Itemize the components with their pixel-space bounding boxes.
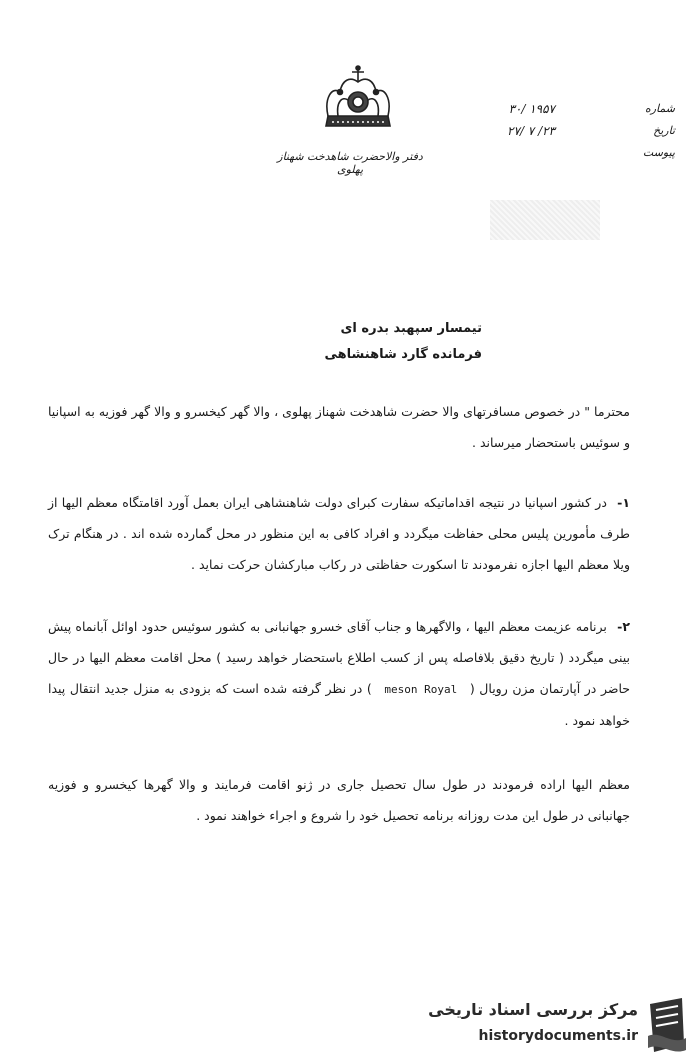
number-value: ۱۹۵۷ /۳۰ — [508, 102, 555, 116]
watermark-url[interactable]: historydocuments.ir — [478, 1028, 638, 1044]
date-value: ۲۳/ ۷ /۲۷ — [507, 124, 555, 138]
faded-stamp — [490, 200, 600, 240]
item-1-text: در کشور اسپانیا در نتیجه اقداماتیکه سفارت کبرای دولت شاهنشاهی ایران بعمل آورد اقامتگاه معظم الیها از طرف مأمورین پلیس محلی حفاظت میگردد و افراد کافی به این منظور در محل گمارده شده اند . در هنگام ترک ویلا معظم الیها اجازه نفرمودند تا اسکورت حفاظتی در رکاب مبارکشان حرکت نماید . — [48, 495, 630, 572]
watermark — [404, 996, 690, 1056]
crown-emblem-icon — [318, 62, 398, 142]
addressee-name: تیمسار سپهبد بدره ای — [340, 321, 482, 336]
scroll-logo-icon — [644, 996, 690, 1056]
item-2-latin-name: meson Royal — [384, 683, 458, 696]
item-2-text-b: ) در نظر گرفته شده است که بزودی به منزل جدید انتقال پیدا خواهد نمود . — [48, 681, 630, 728]
item-1-paragraph — [48, 487, 630, 580]
addressee-title: فرمانده گارد شاهنشاهی — [324, 347, 482, 362]
meta-values — [505, 98, 555, 142]
attachment-label: پیوست — [642, 146, 675, 159]
addressee — [324, 316, 482, 368]
item-2-text-a: برنامه عزیمت معظم الیها ، والاگهرها و جناب آقای خسرو جهانبانی به کشور سوئیس حدود اوائل آبانماه پیش بینی میگردد ( تاریخ دقیق بلافاصله پس از کسب اطلاع باستحضار خواهد رسید ) محل اقامت معظم الیها در حال حاضر در آپارتمان مزن رویال ( — [48, 619, 630, 696]
closing-paragraph: معظم الیها اراده فرمودند در طول سال تحصیل جاری در ژنو اقامت فرمایند و والا گهرها کیخسرو و فوزیه جهانبانی در طول این مدت روزانه برنامه تحصیل خود را شروع و اجراء خواهند نمود . — [48, 777, 630, 823]
meta-block — [555, 98, 675, 164]
item-2-number: ۲- — [617, 619, 630, 634]
date-label: تاریخ — [653, 124, 675, 137]
intro-paragraph: محترما " در خصوص مسافرتهای والا حضرت شاهدخت شهناز پهلوی ، والا گهر کیخسرو و والا گهر فوزیه به اسپانیا و سوئیس باستحضار میرساند . — [48, 404, 630, 450]
watermark-title: مرکز بررسی اسناد تاریخی — [428, 1000, 638, 1019]
number-label: شماره — [644, 102, 675, 115]
office-title: دفتر والاحضرت شاهدخت شهناز پهلوی — [277, 150, 423, 176]
item-2-paragraph — [48, 611, 630, 736]
item-1-number: ۱- — [617, 495, 630, 510]
